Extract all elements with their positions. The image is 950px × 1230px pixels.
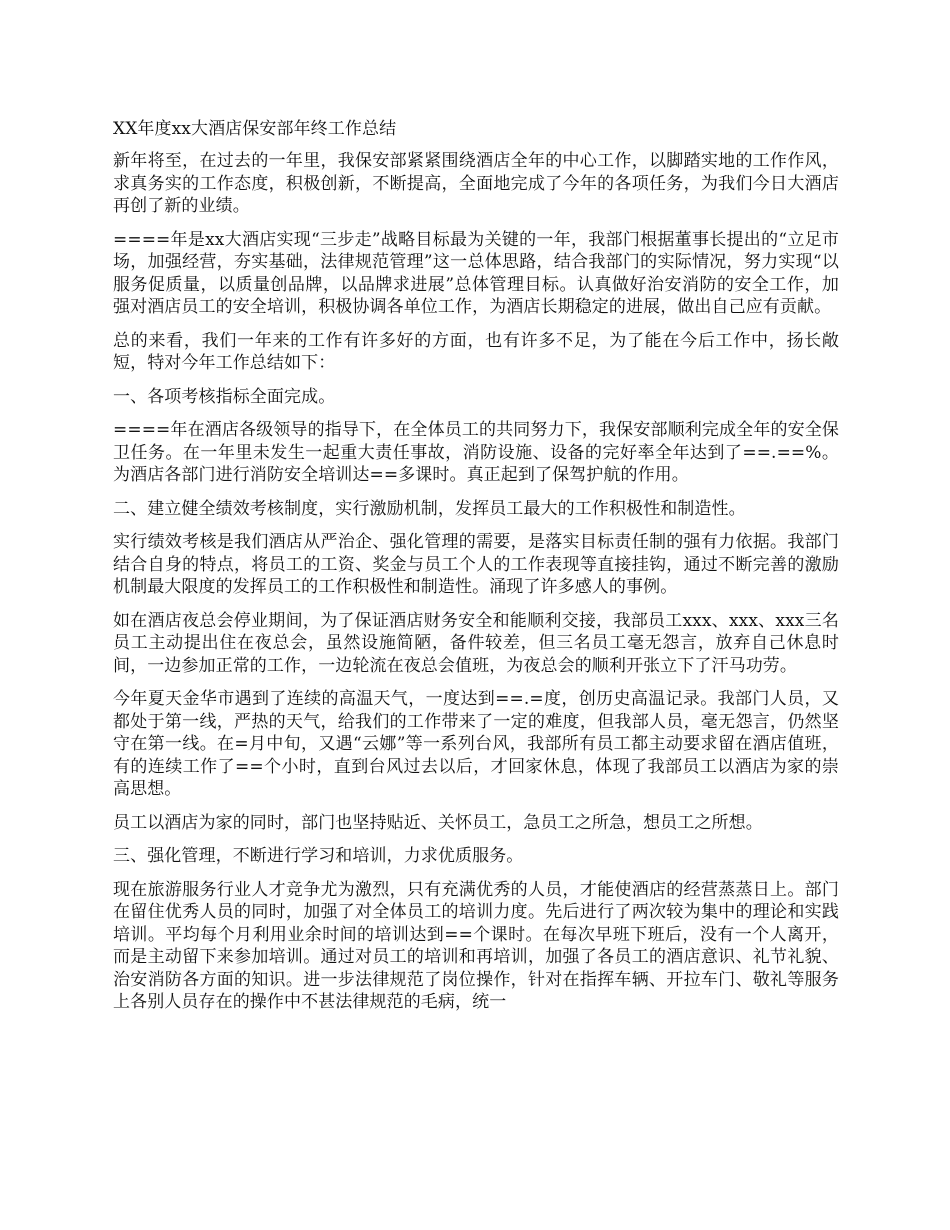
section-heading-3: 三、强化管理，不断进行学习和培训，力求优质服务。	[113, 846, 524, 866]
paragraph-intro: 新年将至，在过去的一年里，我保安部紧紧围绕酒店全年的中心工作，以脚踏实地的工作作风，求真务实的工作态度，积极创新，不断提高，全面地完成了今年的各项任务，为我们今日大酒店再创了新的业绩。	[113, 151, 839, 216]
paragraph-nightclub: 如在酒店夜总会停业期间，为了保证酒店财务安全和能顺利交接，我部员工xxx、xxx、xxx三名员工主动提出住在夜总会，虽然设施简陋，备件较差，但三名员工毫无怨言，放弃自己休息时间，一边参加正常的工作，一边轮流在夜总会值班，为夜总会的顺利开张立下了汗马功劳。	[113, 610, 839, 676]
paragraph-overview: 总的来看，我们一年来的工作有许多好的方面，也有许多不足，为了能在今后工作中，扬长敞短，特对今年工作总结如下：	[113, 330, 839, 373]
paragraph-strategy: ====年是xx大酒店实现“三步走”战略目标最为关键的一年，我部门根据董事长提出的“立足市场，加强经营，夯实基础，法律规范管理”这一总体思路，结合我部门的实际情况，努力实现“以服务促质量，以质量创品牌，以品牌求进展”总体管理目标。认真做好治安消防的安全工作，加强对酒店员工的安全培训，积极协调各单位工作，为酒店长期稳定的进展，做出自己应有贡献。	[113, 229, 839, 317]
section-heading-1: 一、各项考核指标全面完成。	[113, 386, 336, 407]
section-heading-2: 二、建立健全绩效考核制度，实行激励机制，发挥员工最大的工作积极性和制造性。	[113, 498, 746, 519]
paragraph-section-3: 现在旅游服务行业人才竞争尤为激烈，只有充满优秀的人员，才能使酒店的经营蒸蒸日上。部门在留住优秀人员的同时，加强了对全体员工的培训力度。先后进行了两次较为集中的理论和实践培训。平均每个月利用业余时间的培训达到==个课时。在每次早班下班后，没有一个人离开，而是主动留下来参加培训。通过对员工的培训和再培训，加强了各员工的酒店意识、礼节礼貌、治安消防各方面的知识。进一步法律规范了岗位操作，针对在指挥车辆、开拉车门、敬礼等服务上各别人员存在的操作中不甚法律规范的毛病，统一	[113, 879, 839, 1012]
paragraph-care: 员工以酒店为家的同时，部门也坚持贴近、关怀员工，急员工之所急，想员工之所想。	[113, 812, 763, 833]
document-page	[113, 118, 839, 1025]
paragraph-summer: 今年夏天金华市遇到了连续的高温天气，一度达到==.=度，创历史高温记录。我部门人员，又都处于第一线，严热的天气，给我们的工作带来了一定的难度，但我部人员，毫无怨言，仍然坚守在第一线。在=月中旬，又遇“云娜”等一系列台风，我部所有员工都主动要求留在酒店值班，有的连续工作了==个小时，直到台风过去以后，才回家休息，体现了我部员工以酒店为家的崇高思想。	[113, 689, 839, 799]
paragraph-section-1: ====年在酒店各级领导的指导下，在全体员工的共同努力下，我保安部顺利完成全年的安全保卫任务。在一年里未发生一起重大责任事故，消防设施、设备的完好率全年达到了==.==%。为酒店各部门进行消防安全培训达==多课时。真正起到了保驾护航的作用。	[113, 420, 839, 485]
paragraph-section-2: 实行绩效考核是我们酒店从严治企、强化管理的需要，是落实目标责任制的强有力依据。我部门结合自身的特点，将员工的工资、奖金与员工个人的工作表现等直接挂钩，通过不断完善的激励机制最大限度的发挥员工的工作积极性和制造性。涌现了许多感人的事例。	[113, 532, 839, 597]
document-title: XX年度xx大酒店保安部年终工作总结	[113, 119, 397, 139]
